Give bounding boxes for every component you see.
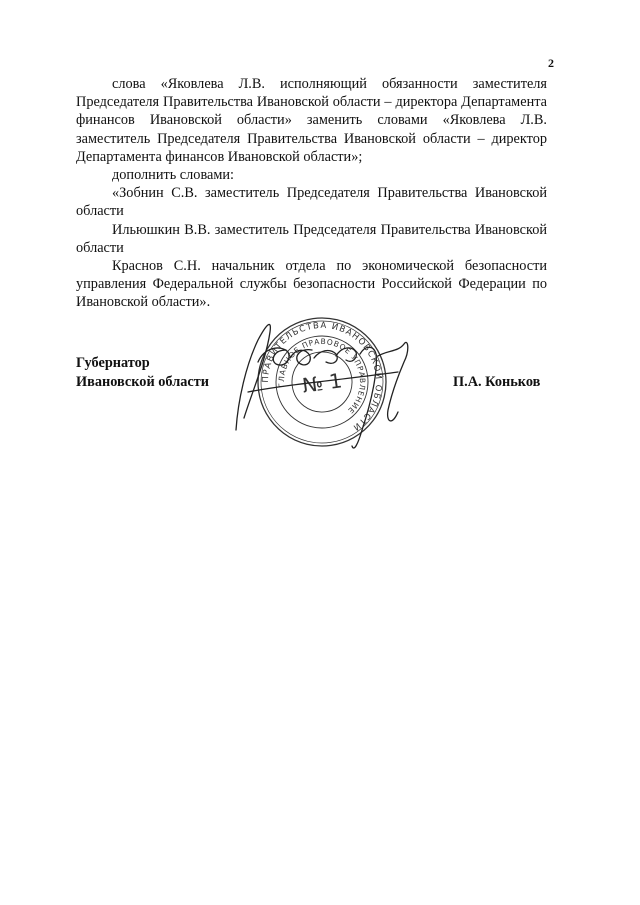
paragraph-add-intro: дополнить словами: <box>112 167 235 184</box>
document-body <box>76 75 547 312</box>
signature-position <box>76 354 209 392</box>
official-seal <box>250 310 395 455</box>
handwritten-signature <box>236 324 408 448</box>
position-region: Ивановской области <box>76 374 209 390</box>
seal-outer-text: ПРАВИТЕЛЬСТВА ИВАНОВСКОЙ ОБЛАСТИ <box>260 320 384 433</box>
seal-number: № 1 <box>300 368 344 398</box>
signer-name: П.А. Коньков <box>453 374 541 390</box>
seal-inner-text: ГЛАВНОЕ ПРАВОВОЕ УПРАВЛЕНИЕ <box>276 336 368 416</box>
position-title: Губернатор <box>76 355 150 371</box>
paragraph-krasnov: Краснов С.Н. начальник отдела по экономической безопасности управления Федеральной службы безопасности Российской Федерации по Ивановской области». <box>76 258 547 311</box>
paragraph-ilyushkin: Ильюшкин В.В. заместитель Председателя Правительства Ивановской области <box>76 221 547 256</box>
paragraph-zobnin: «Зобнин С.В. заместитель Председателя Правительства Ивановской области <box>76 185 547 220</box>
page-number: 2 <box>548 56 554 70</box>
paragraph-replacement: слова «Яковлева Л.В. исполняющий обязанности заместителя Председателя Правительства Ивановской области – директора Департамента финансов Ивановской области» заменить словами «Яковлева Л.В. заместитель Председателя Правительства Ивановской области – директор Департамента финансов Ивановской области»; <box>76 76 547 165</box>
